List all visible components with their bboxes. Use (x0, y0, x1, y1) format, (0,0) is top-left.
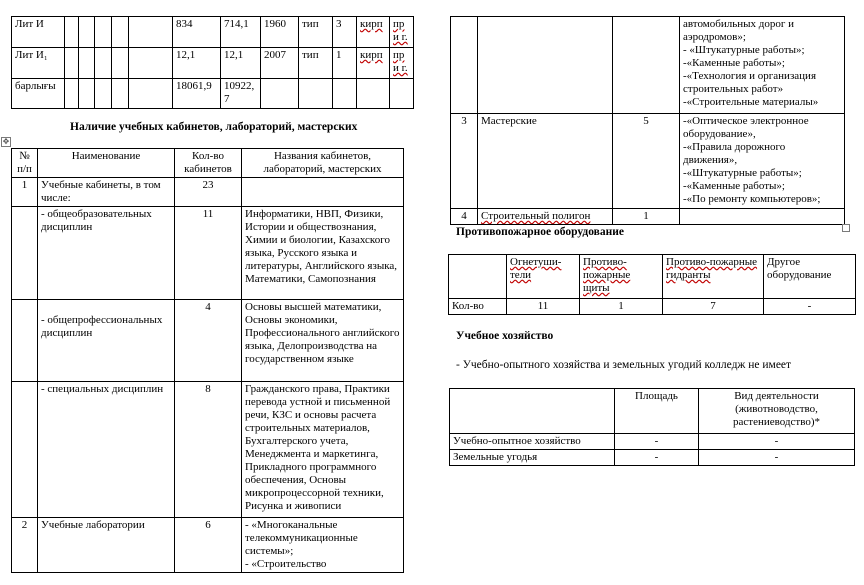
cabinets-heading: Наличие учебных кабинетов, лабораторий, мастерских (70, 121, 358, 133)
header-num: № п/п (12, 149, 38, 178)
table-row: Кол-во 11 1 7 - (449, 299, 856, 315)
building-table (11, 16, 414, 109)
table-cell: 12,1 (173, 48, 221, 79)
header-fire-shields: Противо-пожарные щиты (580, 255, 663, 299)
table-row: Земельные угодья - - (450, 450, 855, 466)
table-header-row (12, 149, 404, 178)
table-cell: при г. (390, 48, 414, 79)
farm-heading: Учебное хозяйство (456, 330, 554, 342)
table-row: автомобильных дорог и аэродромов»; - «Штукатурные работы»; -«Каменные работы»; -«Технология и организация строительных работ» -«Строительные материалы» (451, 17, 845, 114)
table-header-row (450, 389, 855, 434)
farm-table (449, 388, 855, 466)
header-count: Кол-во кабинетов (175, 149, 242, 178)
table-row: - общеобразовательных дисциплин 11 Информатики, НВП, Физики, Истории и обществознания, Химии и биологии, Казахского языка, Русского языка и литературы, Английского языка, Математики, Самопознания (12, 207, 404, 300)
header-hydrants: Противо-пожарныегидранты (663, 255, 764, 299)
table-header-row (449, 255, 856, 299)
table-cell: при г. (390, 17, 414, 48)
table-row: - специальных дисциплин 8 Гражданского права, Практики перевода устной и письменной речи, КЗС и основы расчета строительных материалов, Бухгалтерского учета, Менеджмента и маркетинга, Прикладного программного обеспечения, Основы микропроцессорной техники, Рисунка и живописи (12, 382, 404, 518)
table-cell: 10922,7 (221, 79, 261, 109)
table-row: 1 Учебные кабинеты, в том числе: 23 (12, 178, 404, 207)
header-activity: Вид деятельности (животноводство, растениеводство)* (699, 389, 855, 434)
table-cell: тип (299, 17, 333, 48)
header-other: Другое оборудование (764, 255, 856, 299)
continuation-table (450, 16, 845, 225)
table-cell: барлығы (12, 79, 65, 109)
table-cell: 714,1 (221, 17, 261, 48)
table-cell: кирп (357, 17, 390, 48)
table-row: 3 Мастерские 5 -«Оптическое электронное оборудование», -«Правила дорожного движения», -«Штукатурные работы»; -«Каменные работы»; -«По ремонту компьютеров»; (451, 114, 845, 209)
fire-table (448, 254, 856, 315)
table-cell: Лит И (12, 17, 65, 48)
table-row (12, 48, 414, 79)
table-move-handle[interactable]: ✥ (2, 137, 10, 146)
table-cell: 1 (333, 48, 357, 79)
header-name: Наименование (38, 149, 175, 178)
table-cell: 18061,9 (173, 79, 221, 109)
table-cell: 3 (333, 17, 357, 48)
table-row: 2 Учебные лаборатории 6 - «Многоканальные телекоммуникационные системы»; - «Строительство (12, 518, 404, 573)
farm-note: - Учебно-опытного хозяйства и земельных угодий колледж не имеет (456, 359, 792, 371)
table-cell: кирп (357, 48, 390, 79)
header-extinguishers: Огнетуши-тели (507, 255, 580, 299)
table-cell: тип (299, 48, 333, 79)
table-row: 4 Строительный полигон 1 (451, 209, 845, 225)
table-cell: 12,1 (221, 48, 261, 79)
cabinets-table (11, 148, 404, 573)
header-list: Названия кабинетов, лабораторий, мастерских (242, 149, 404, 178)
table-row (12, 17, 414, 48)
table-cell: 1960 (261, 17, 299, 48)
fire-heading: Противопожарное оборудование (456, 226, 624, 238)
table-row: Учебно-опытное хозяйство - - (450, 434, 855, 450)
table-cell: 2007 (261, 48, 299, 79)
table-cell: 834 (173, 17, 221, 48)
table-resize-handle[interactable] (842, 224, 850, 232)
header-area: Площадь (615, 389, 699, 434)
table-cell: Лит И₁ (12, 48, 65, 79)
table-row: - общепрофессиональных дисциплин 4 Основы высшей математики, Основы экономики, Профессионального английского языка, Делопроизводства на государственном языке (12, 300, 404, 382)
table-row (12, 79, 414, 109)
